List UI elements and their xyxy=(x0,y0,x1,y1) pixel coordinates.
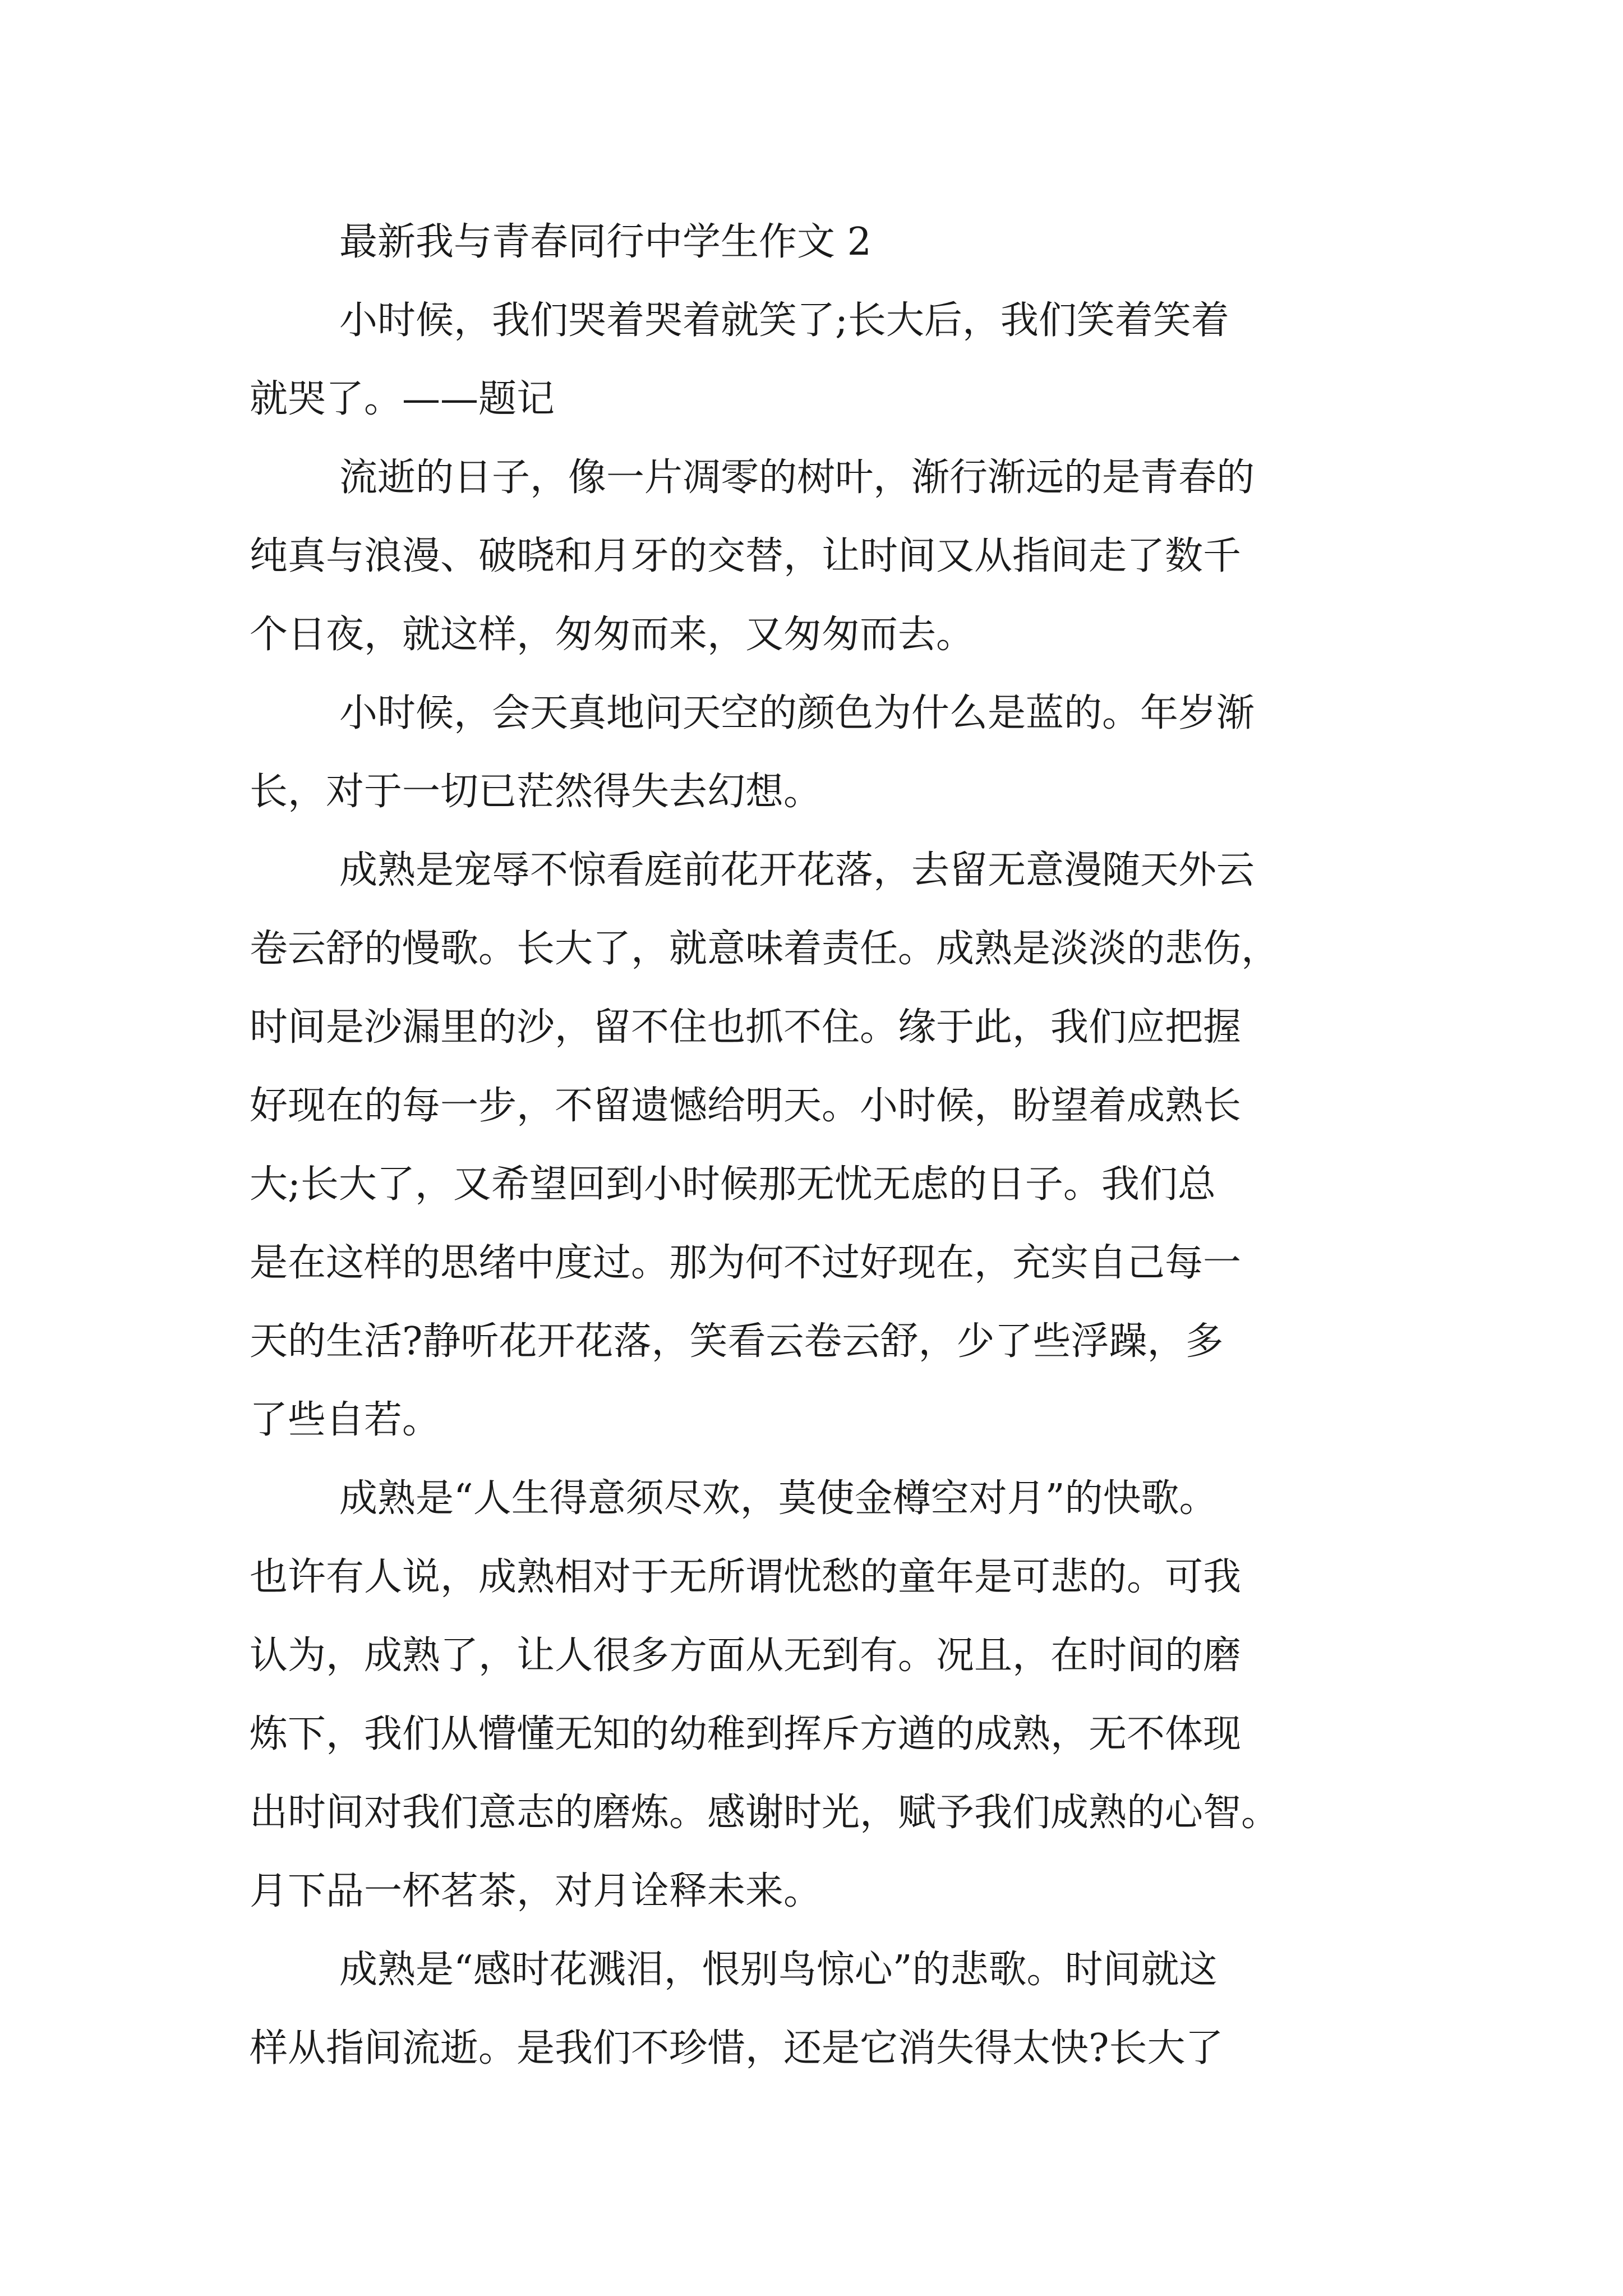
text-line: 流逝的日子，像一片凋零的树叶，渐行渐远的是青春的 xyxy=(339,455,1255,500)
text-line: 也许有人说，成熟相对于无所谓忧愁的童年是可悲的。可我 xyxy=(250,1555,1242,1599)
text-line: 就哭了。——题记 xyxy=(250,377,555,421)
document-title: 最新我与青春同行中学生作文 2 xyxy=(339,220,872,264)
text-line: 好现在的每一步，不留遗憾给明天。小时候，盼望着成熟长 xyxy=(250,1084,1242,1128)
text-line: 天的生活?静听花开花落，笑看云卷云舒，少了些浮躁，多 xyxy=(250,1319,1224,1364)
text-line: 小时候，会天真地问天空的颜色为什么是蓝的。年岁渐 xyxy=(339,691,1255,735)
text-line: 样从指间流逝。是我们不珍惜，还是它消失得太快?长大了 xyxy=(250,2026,1224,2070)
text-line: 了些自若。 xyxy=(250,1398,441,1442)
text-line: 长，对于一切已茫然得失去幻想。 xyxy=(250,770,822,814)
text-line: 纯真与浪漫、破晓和月牙的交替，让时间又从指间走了数千 xyxy=(250,534,1242,578)
essay-body xyxy=(250,282,1394,2088)
text-line: 成熟是“感时花溅泪，恨别鸟惊心”的悲歌。时间就这 xyxy=(339,1948,1218,1992)
text-line: 成熟是“人生得意须尽欢，莫使金樽空对月”的快歌。 xyxy=(339,1476,1218,1521)
text-line: 月下品一杯茗茶，对月诠释未来。 xyxy=(250,1869,822,1913)
text-line: 认为，成熟了，让人很多方面从无到有。况且，在时间的磨 xyxy=(250,1634,1242,1678)
text-line: 是在这样的思绪中度过。那为何不过好现在，充实自己每一 xyxy=(250,1241,1242,1285)
text-line: 个日夜，就这样，匆匆而来，又匆匆而去。 xyxy=(250,613,975,657)
text-line: 卷云舒的慢歌。长大了，就意味着责任。成熟是淡淡的悲伤， xyxy=(250,927,1280,971)
text-line: 炼下，我们从懵懂无知的幼稚到挥斥方遒的成熟，无不体现 xyxy=(250,1712,1242,1756)
essay-text xyxy=(250,203,1394,2088)
text-line: 大;长大了，又希望回到小时候那无忧无虑的日子。我们总 xyxy=(250,1162,1216,1207)
text-line: 小时候，我们哭着哭着就笑了;长大后，我们笑着笑着 xyxy=(339,298,1229,343)
text-line: 时间是沙漏里的沙，留不住也抓不住。缘于此，我们应把握 xyxy=(250,1005,1242,1050)
text-line: 出时间对我们意志的磨炼。感谢时光，赋予我们成熟的心智。 xyxy=(250,1791,1280,1835)
text-line: 成熟是宠辱不惊看庭前花开花落，去留无意漫随天外云 xyxy=(339,848,1255,892)
